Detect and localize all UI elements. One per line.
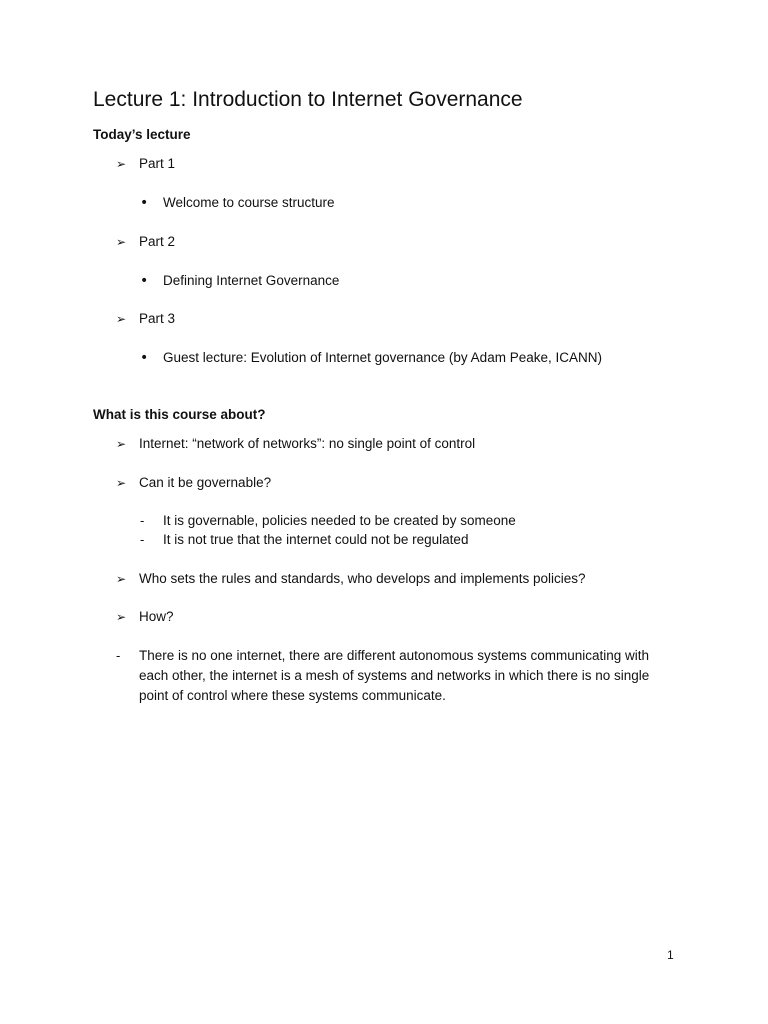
arrow-bullet-icon: ➢: [116, 610, 127, 624]
list-item-who-sets-rules: Who sets the rules and standards, who develops and implements policies?: [139, 571, 586, 586]
list-item-governable: Can it be governable?: [139, 475, 272, 490]
arrow-bullet-icon: ➢: [116, 312, 127, 326]
list-item-part-2: Part 2: [139, 234, 176, 249]
list-subitem-part-2: Defining Internet Governance: [163, 273, 340, 288]
round-bullet-icon: •: [140, 195, 149, 211]
dash-item-governable: It is governable, policies needed to be created by someone: [163, 513, 516, 528]
list-item-part-1: Part 1: [139, 156, 176, 171]
dash-bullet-icon: -: [116, 648, 121, 663]
dash-bullet-icon: -: [140, 513, 145, 528]
list-item-how: How?: [139, 609, 174, 624]
arrow-bullet-icon: ➢: [116, 572, 127, 586]
dash-bullet-icon: -: [140, 532, 145, 547]
round-bullet-icon: •: [140, 350, 149, 366]
arrow-bullet-icon: ➢: [116, 235, 127, 249]
list-subitem-part-1: Welcome to course structure: [163, 195, 335, 210]
round-bullet-icon: •: [140, 273, 149, 289]
page-title: Lecture 1: Introduction to Internet Governance: [93, 88, 523, 111]
page-number: 1: [667, 948, 674, 962]
list-item-part-3: Part 3: [139, 311, 176, 326]
arrow-bullet-icon: ➢: [116, 157, 127, 171]
arrow-bullet-icon: ➢: [116, 437, 127, 451]
section-heading-todays-lecture: Today’s lecture: [93, 127, 191, 142]
list-subitem-part-3: Guest lecture: Evolution of Internet governance (by Adam Peake, ICANN): [163, 350, 602, 365]
list-item-network-of-networks: Internet: “network of networks”: no single point of control: [139, 436, 476, 451]
dash-item-regulated: It is not true that the internet could not be regulated: [163, 532, 469, 547]
paragraph-no-one-internet: There is no one internet, there are different autonomous systems communicating with each other, the internet is a mesh of systems and networks in which there is no single point of control where these systems communicate.: [139, 648, 650, 703]
section-heading-course-about: What is this course about?: [93, 407, 266, 422]
arrow-bullet-icon: ➢: [116, 476, 127, 490]
